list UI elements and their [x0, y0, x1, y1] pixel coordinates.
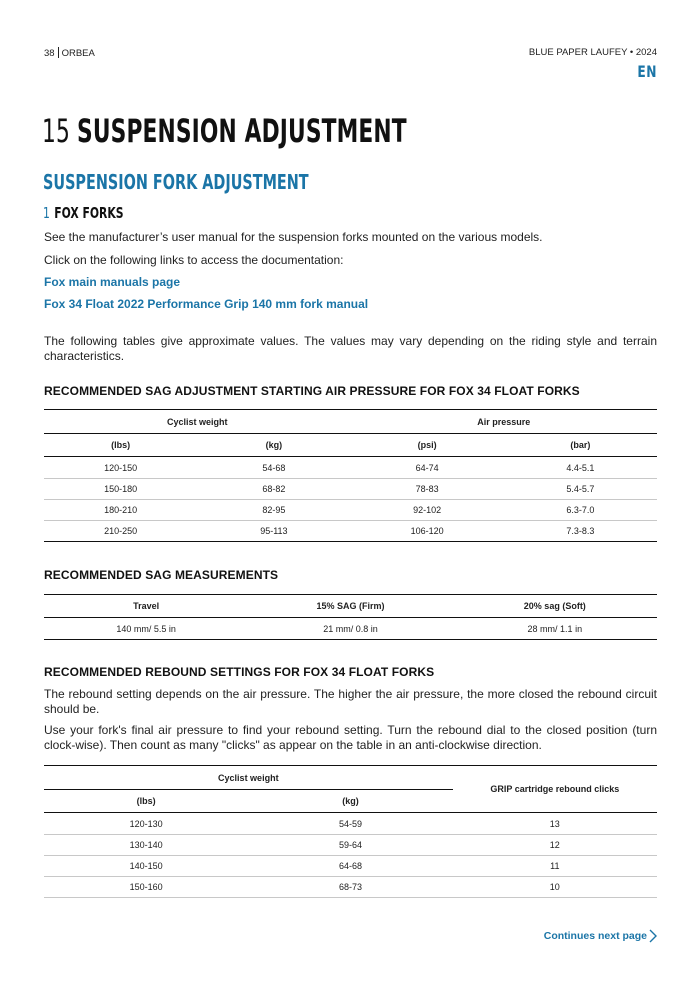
column-header: (kg) — [342, 796, 359, 806]
column-header: (lbs) — [111, 440, 131, 450]
table-cell: 92-102 — [413, 505, 442, 515]
table-cell: 150-180 — [104, 484, 138, 494]
fox-manuals-link[interactable]: Fox main manuals page — [44, 275, 181, 289]
table-cell: 130-140 — [129, 840, 163, 850]
links-intro-paragraph: Click on the following links to access the documentation: — [44, 253, 344, 267]
table-cell: 5.4-5.7 — [566, 484, 595, 494]
table-row — [44, 457, 657, 479]
sub-subsection-label: FOX FORKS — [54, 204, 124, 222]
table-cell: 180-210 — [104, 505, 138, 515]
group-header-rebound-clicks: GRIP cartridge rebound clicks — [453, 766, 657, 813]
table-cell: 210-250 — [104, 526, 138, 536]
table-cell: 54-59 — [338, 818, 362, 829]
group-header-air-pressure: Air pressure — [351, 410, 658, 434]
fox-34-fork-manual-link[interactable]: Fox 34 Float 2022 Performance Grip 140 mm fork manual — [44, 297, 369, 311]
table-cell: 6.3-7.0 — [566, 505, 595, 515]
table-cell: 82-95 — [262, 505, 286, 515]
table-cell: 140 mm/ 5.5 in — [116, 623, 176, 634]
table-row — [44, 813, 657, 835]
page-title — [42, 112, 407, 150]
column-header: 15% SAG (Firm) — [316, 601, 385, 611]
section-title: SUSPENSION ADJUSTMENT — [77, 112, 407, 150]
table3-title: RECOMMENDED REBOUND SETTINGS FOR FOX 34 FLOAT FORKS — [44, 665, 435, 679]
table-row — [44, 618, 657, 640]
table-cell: 4.4-5.1 — [566, 462, 595, 473]
table-cell: 13 — [549, 818, 560, 829]
column-header: (psi) — [417, 440, 437, 450]
intro-paragraph: See the manufacturer’s user manual for the suspension forks mounted on the various models. — [44, 230, 543, 244]
continues-next-page-link[interactable] — [544, 929, 657, 943]
rebound-settings-table — [44, 765, 657, 898]
table-cell: 59-64 — [338, 840, 362, 850]
page-number: 38 — [44, 48, 55, 59]
section-number: 15 — [42, 112, 70, 150]
column-header: 20% sag (Soft) — [523, 601, 586, 611]
sag-measurements-table — [44, 594, 657, 640]
header-divider — [58, 47, 59, 58]
brand-name: ORBEA — [61, 48, 95, 59]
chevron-right-icon — [649, 929, 657, 943]
column-header: (kg) — [265, 440, 283, 450]
table-cell: 95-113 — [260, 526, 288, 536]
table1-title: RECOMMENDED SAG ADJUSTMENT STARTING AIR PRESSURE FOR FOX 34 FLOAT FORKS — [44, 384, 580, 398]
table-row — [44, 521, 657, 542]
sub-subsection-title — [43, 204, 123, 222]
table-cell: 11 — [550, 861, 560, 871]
page-header-left — [44, 47, 95, 59]
table-cell: 64-68 — [338, 861, 362, 871]
table-row — [44, 500, 657, 521]
table-cell: 120-130 — [129, 818, 163, 829]
column-header: (lbs) — [136, 796, 156, 806]
table2-title: RECOMMENDED SAG MEASUREMENTS — [44, 568, 279, 582]
table-row — [44, 479, 657, 500]
rebound-paragraph-2: Use your fork's final air pressure to find your rebound setting. Turn the rebound dial to the closed position (turn clock-wise). Then count as many "clicks" as appear on the table in an anti-clockwise direction. — [44, 723, 657, 752]
language-badge: EN — [637, 62, 657, 81]
document-title: BLUE PAPER LAUFEY • 2024 — [528, 47, 657, 58]
table-cell: 64-74 — [415, 462, 439, 473]
air-pressure-table — [44, 409, 657, 542]
table-row — [44, 835, 657, 856]
table-row — [44, 856, 657, 877]
table-cell: 140-150 — [129, 861, 163, 871]
continue-label: Continues next page — [543, 930, 647, 942]
table-cell: 7.3-8.3 — [566, 526, 595, 536]
table-cell: 78-83 — [415, 484, 439, 494]
table-cell: 10 — [549, 882, 560, 892]
sub-subsection-number: 1 — [43, 204, 50, 222]
group-header-cyclist-weight: Cyclist weight — [44, 766, 453, 790]
table-cell: 106-120 — [410, 526, 444, 536]
table-cell: 21 mm/ 0.8 in — [323, 623, 378, 634]
column-header: Travel — [133, 601, 160, 611]
table-cell: 68-73 — [338, 882, 362, 892]
table-cell: 150-160 — [129, 882, 163, 892]
rebound-paragraph-1: The rebound setting depends on the air pressure. The higher the air pressure, the more closed the rebound circuit should be. — [44, 687, 657, 716]
table-cell: 12 — [549, 840, 560, 850]
table-cell: 28 mm/ 1.1 in — [527, 623, 583, 634]
column-header: (bar) — [570, 440, 591, 450]
table-cell: 120-150 — [104, 462, 138, 473]
table-cell: 68-82 — [262, 484, 286, 494]
approx-values-paragraph: The following tables give approximate values. The values may vary depending on the riding style and terrain characteristics. — [44, 334, 657, 363]
subsection-title: SUSPENSION FORK ADJUSTMENT — [43, 170, 309, 194]
group-header-cyclist-weight: Cyclist weight — [44, 410, 351, 434]
table-cell: 54-68 — [262, 462, 286, 473]
table-row — [44, 877, 657, 898]
